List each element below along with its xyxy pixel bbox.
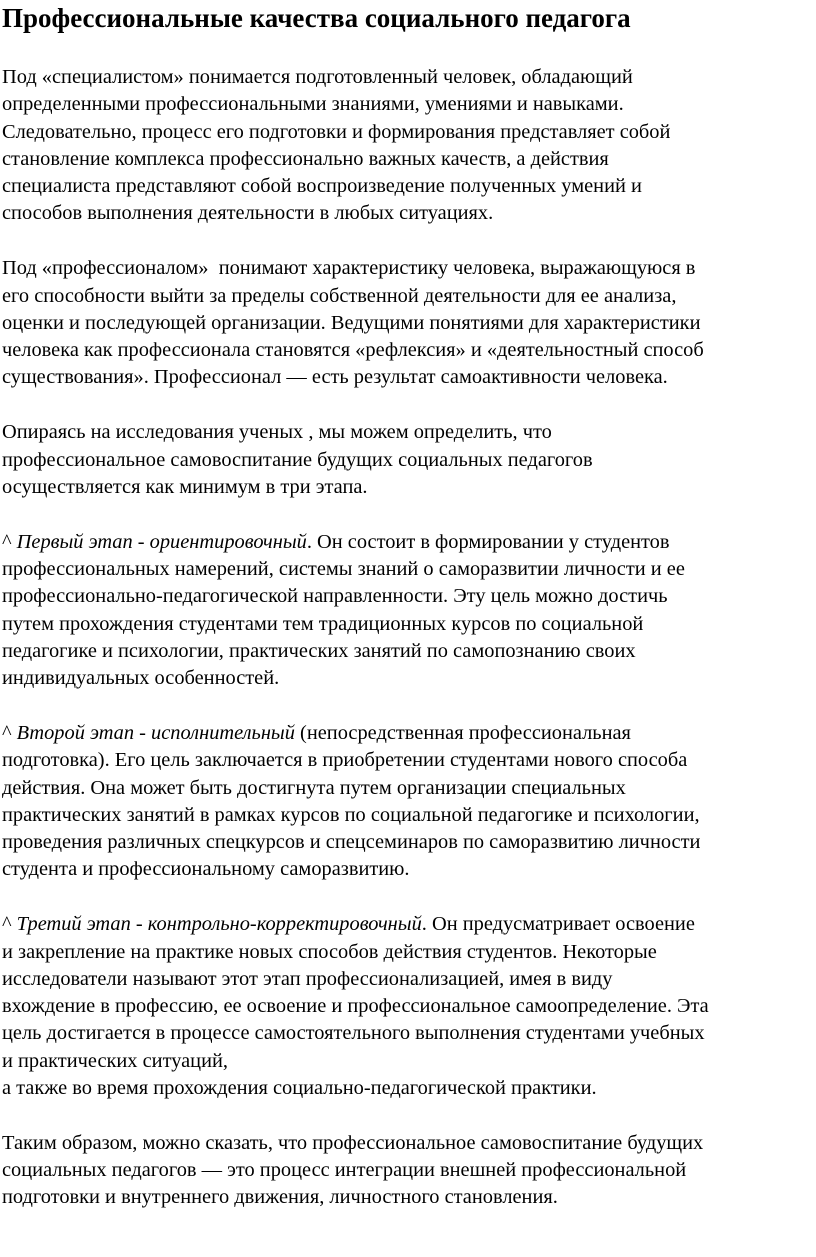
text-line: а также во время прохождения социально-педагогической практики. <box>2 1077 597 1099</box>
text-line: Под «специалистом» понимается подготовленный человек, обладающий <box>2 66 633 88</box>
stage-three-heading: Третий этап - контрольно-корректировочный <box>16 913 422 936</box>
text-line <box>2 911 816 938</box>
stage-marker: ^ <box>2 913 17 936</box>
text-line: профессиональных намерений, системы знаний о саморазвитии личности и ее <box>2 557 685 580</box>
text-line: и закрепление на практике новых способов действия студентов. Некоторые <box>2 940 657 963</box>
stage-two-heading: Второй этап - исполнительный <box>16 721 295 744</box>
paragraph-stage-one <box>2 529 816 693</box>
text-line: цель достигается в процессе самостоятельного выполнения студентами учебных <box>2 1022 705 1045</box>
text-line: профессиональное самовоспитание будущих социальных педагогов <box>2 448 593 471</box>
text-line: педагогике и психологии, практических занятий по самопознанию своих <box>2 639 636 662</box>
stage-one-heading: Первый этап - ориентировочный <box>16 530 307 553</box>
text-line: индивидуальных особенностей. <box>2 667 280 690</box>
paragraph-stage-three <box>2 911 816 1102</box>
text-line: и практических ситуаций, <box>2 1049 229 1072</box>
text-line: осуществляется как минимум в три этапа. <box>2 475 368 498</box>
text-line: вхождение в профессию, ее освоение и профессиональное самоопределение. Эта <box>2 995 709 1018</box>
paragraph-conclusion <box>2 1130 816 1212</box>
text-line: его способности выйти за пределы собственной деятельности для ее анализа, <box>2 284 677 307</box>
text-line: социальных педагогов — это процесс интеграции внешней профессиональной <box>2 1159 687 1182</box>
text-line: проведения различных спецкурсов и спецсеминаров по саморазвитию личности <box>2 831 701 854</box>
stage-one-lead: . Он состоит в формировании у студентов <box>306 530 670 553</box>
paragraph-specialist <box>2 64 816 228</box>
text-line: Под «профессионалом» понимают характеристику человека, выражающуюся в <box>2 257 696 280</box>
paragraph-stage-two <box>2 720 816 884</box>
text-line: специалиста представляют собой воспроизведение полученных умений и <box>2 175 642 198</box>
paragraph-three-stages <box>2 419 816 501</box>
text-line: Опираясь на исследования ученых , мы можем определить, что <box>2 421 552 444</box>
stage-marker: ^ <box>2 530 17 553</box>
text-line: способов выполнения деятельности в любых ситуациях. <box>2 202 494 225</box>
text-line: подготовка). Его цель заключается в приобретении студентами нового способа <box>2 749 688 772</box>
text-line: Таким образом, можно сказать, что профессиональное самовоспитание будущих <box>2 1131 704 1154</box>
text-line: профессионально-педагогической направленности. Эту цель можно достичь <box>2 585 668 608</box>
document-body <box>2 64 816 1212</box>
text-line: действия. Она может быть достигнута путем организации специальных <box>2 776 626 799</box>
stage-marker: ^ <box>2 721 17 744</box>
text-line: студента и профессиональному саморазвитию. <box>2 858 410 881</box>
text-line <box>2 720 816 747</box>
text-line <box>2 529 816 556</box>
text-line: путем прохождения студентами тем традиционных курсов по социальной <box>2 612 644 635</box>
text-line: человека как профессионала становятся «рефлексия» и «деятельностный способ <box>2 339 704 362</box>
stage-two-lead: (непосредственная профессиональная <box>294 721 631 744</box>
text-line: становление комплекса профессионально важных качеств, а действия <box>2 147 609 170</box>
text-line: практических занятий в рамках курсов по социальной педагогике и психологии, <box>2 803 700 826</box>
text-line: Следовательно, процесс его подготовки и формирования представляет собой <box>2 120 671 143</box>
text-line: исследователи называют этот этап профессионализацией, имея в виду <box>2 967 613 990</box>
text-line: определенными профессиональными знаниями, умениями и навыками. <box>2 93 624 116</box>
text-line: существования». Профессионал — есть результат самоактивности человека. <box>2 366 668 389</box>
paragraph-professional <box>2 255 816 391</box>
stage-three-lead: . Он предусматривает освоение <box>421 913 695 936</box>
text-line: оценки и последующей организации. Ведущими понятиями для характеристики <box>2 311 701 334</box>
text-line: подготовки и внутреннего движения, личностного становления. <box>2 1186 558 1209</box>
document-title: Профессиональные качества социального педагога <box>2 3 631 33</box>
